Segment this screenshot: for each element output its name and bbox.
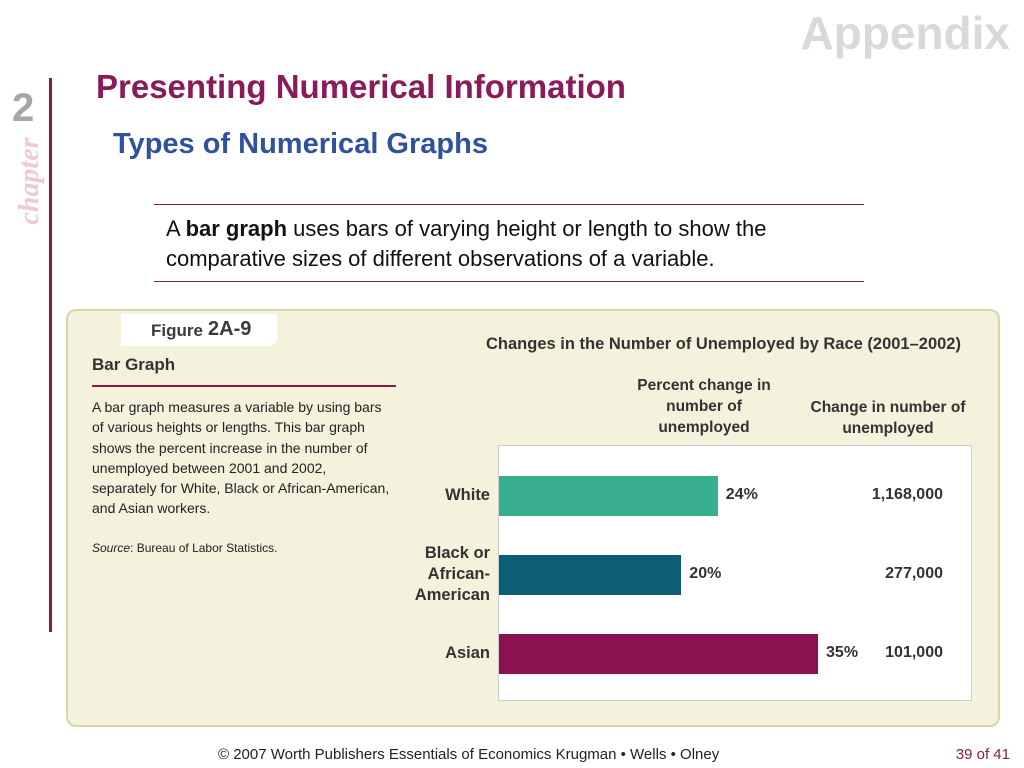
bar-value-label: 35% <box>826 644 859 661</box>
chapter-number: 2 <box>12 86 35 130</box>
figure-title: Bar Graph <box>92 355 176 374</box>
definition-prefix: A <box>166 216 186 241</box>
page-number: 39 of 41 <box>955 746 1010 763</box>
category-label: White <box>445 485 490 504</box>
footer-credit: © 2007 Worth Publishers Essentials of Economics Krugman • Wells • Olney <box>218 746 720 763</box>
definition-box <box>154 204 864 282</box>
source-text: : Bureau of Labor Statistics. <box>130 541 278 555</box>
page-subtitle: Types of Numerical Graphs <box>113 128 488 160</box>
figure-label: Figure <box>151 321 203 340</box>
chart-title: Changes in the Number of Unemployed by Race (2001–2002) <box>486 335 961 353</box>
bar-value-label: 20% <box>689 565 722 582</box>
bar-0 <box>499 476 718 516</box>
definition-text <box>166 214 866 274</box>
count-label: 1,168,000 <box>871 486 943 503</box>
column-header-count: Change in number of unemployed <box>810 399 966 437</box>
bar-1 <box>499 555 681 595</box>
bar-value-label: 24% <box>725 486 758 503</box>
figure-description: A bar graph measures a variable by using bars of various heights or lengths. This bar graph shows the percent increase in the number of unemployed between 2001 and 2002, separately for White, Black or African-American, and Asian workers. <box>92 399 390 517</box>
figure-rule <box>92 385 396 387</box>
figure-tab <box>121 314 277 346</box>
appendix-heading: Appendix <box>800 7 1010 59</box>
figure-source <box>92 541 277 555</box>
column-header-percent: Percent change in number of unemployed <box>637 377 771 436</box>
category-label: Asian <box>445 643 490 662</box>
count-label: 277,000 <box>885 565 943 582</box>
bar-2 <box>499 634 818 674</box>
page-title: Presenting Numerical Information <box>96 68 626 105</box>
figure-panel <box>66 309 1000 727</box>
chart-plot-area <box>498 445 972 701</box>
count-label: 101,000 <box>885 644 943 661</box>
category-label: Black or African- American <box>414 543 490 604</box>
definition-term: bar graph <box>185 216 288 241</box>
chapter-divider <box>49 78 52 632</box>
figure-number: 2A-9 <box>208 318 252 340</box>
source-label: Source <box>92 541 131 555</box>
chapter-label: chapter <box>14 137 45 225</box>
definition-body: uses bars of varying height or length to show the comparative sizes of different observations of a variable. <box>166 216 767 271</box>
